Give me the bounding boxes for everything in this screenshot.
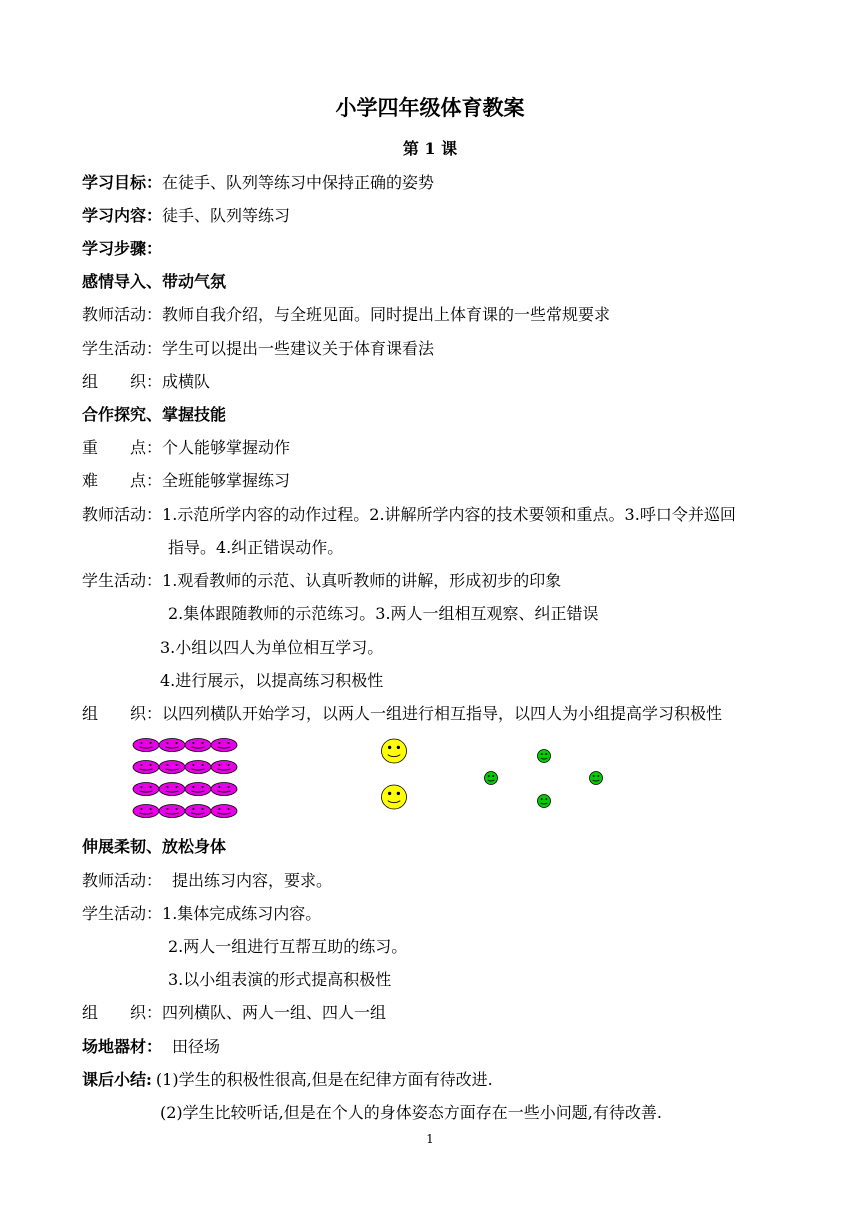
section2-student-line2: 2.集体跟随教师的示范练习。3.两人一组相互观察、纠正错误 [168, 604, 599, 623]
student-smiley-icon [133, 783, 159, 796]
student-smiley-icon [185, 805, 211, 818]
student-smiley-icon [211, 805, 237, 818]
difficulty-label: 难 点： [82, 471, 163, 490]
student-smiley-icon [211, 761, 237, 774]
summary-line1 [82, 1069, 493, 1091]
section2-teacher-text1: 1.示范所学内容的动作过程。2.讲解所学内容的技术要领和重点。3.呼口令并巡回 [162, 505, 736, 524]
student-smiley-icon [159, 805, 185, 818]
section3-teacher-label: 教师活动： [82, 871, 163, 890]
four-column-formation-diagram [132, 737, 242, 821]
equipment-label: 场地器材： [82, 1037, 163, 1056]
section1-heading: 感情导入、带动气氛 [82, 272, 227, 291]
content-text: 徒手、队列等练习 [162, 206, 291, 225]
student-smiley-icon [485, 772, 498, 785]
student-smiley-icon [538, 750, 551, 763]
section2-difficulty [82, 470, 290, 492]
objective-label: 学习目标： [82, 173, 163, 192]
section3-student-line1 [82, 903, 321, 925]
student-smiley-icon [538, 795, 551, 808]
section3-student-text1: 1.集体完成练习内容。 [162, 904, 322, 923]
section3-org-text: 四列横队、两人一组、四人一组 [162, 1003, 387, 1022]
student-smiley-icon [590, 772, 603, 785]
pair-group-diagram [379, 738, 409, 810]
section3-organization [82, 1002, 386, 1024]
content-label: 学习内容： [82, 206, 163, 225]
section1-organization [82, 371, 210, 393]
section2-heading: 合作探究、掌握技能 [82, 405, 227, 424]
student-smiley-icon [159, 761, 185, 774]
student-smiley-icon [159, 739, 185, 752]
student-smiley-icon [185, 783, 211, 796]
summary-line2: (2)学生比较听话,但是在个人的身体姿态方面存在一些小问题,有待改善. [160, 1103, 662, 1122]
student-smiley-icon [382, 739, 407, 763]
student-smiley-icon [185, 761, 211, 774]
objective-text: 在徒手、队列等练习中保持正确的姿势 [162, 173, 435, 192]
section2-student-line1 [82, 570, 561, 592]
section2-teacher-line1 [82, 504, 736, 526]
key-point-text: 个人能够掌握动作 [162, 438, 291, 457]
student-smiley-icon [133, 805, 159, 818]
student-smiley-icon [382, 785, 407, 809]
section2-teacher-line2: 指导。4.纠正错误动作。 [168, 538, 344, 557]
section3-student-label: 学生活动： [82, 904, 163, 923]
section2-student-text1: 1.观看教师的示范、认真听教师的讲解，形成初步的印象 [162, 571, 562, 590]
student-smiley-icon [185, 739, 211, 752]
difficulty-text: 全班能够掌握练习 [162, 471, 291, 490]
section2-organization [82, 703, 722, 725]
section3-org-label: 组 织： [82, 1003, 163, 1022]
group-of-four-diagram [482, 748, 607, 808]
lesson-number: 第 1 课 [402, 139, 458, 158]
section3-teacher-text: 提出练习内容，要求。 [172, 871, 333, 890]
section2-key-point [82, 437, 290, 459]
section1-org-label: 组 织： [82, 372, 163, 391]
equipment-text: 田径场 [172, 1037, 221, 1056]
content-line [82, 205, 290, 227]
key-point-label: 重 点： [82, 438, 163, 457]
student-smiley-icon [211, 783, 237, 796]
section3-heading: 伸展柔韧、放松身体 [82, 837, 227, 856]
student-smiley-icon [211, 739, 237, 752]
page-number: 1 [426, 1132, 434, 1146]
student-smiley-icon [133, 739, 159, 752]
section2-teacher-label: 教师活动： [82, 505, 163, 524]
section2-student-line4: 4.进行展示，以提高练习积极性 [160, 671, 384, 690]
equipment-line [82, 1036, 220, 1058]
document-title: 小学四年级体育教案 [335, 95, 525, 120]
student-smiley-icon [133, 761, 159, 774]
section3-teacher [82, 870, 332, 892]
summary-label: 课后小结: [82, 1070, 152, 1089]
section2-org-label: 组 织： [82, 704, 163, 723]
section1-teacher: 教师活动：教师自我介绍，与全班见面。同时提出上体育课的一些常规要求 [82, 305, 611, 324]
section2-student-label: 学生活动： [82, 571, 163, 590]
section2-student-line3: 3.小组以四人为单位相互学习。 [160, 638, 384, 657]
steps-label: 学习步骤： [82, 239, 163, 258]
objective-line [82, 172, 434, 194]
section3-student-line3: 3.以小组表演的形式提高积极性 [168, 970, 392, 989]
summary-text1: (1)学生的积极性很高,但是在纪律方面有待改进. [155, 1070, 493, 1089]
section3-student-line2: 2.两人一组进行互帮互助的练习。 [168, 937, 408, 956]
section1-student: 学生活动：学生可以提出一些建议关于体育课看法 [82, 339, 435, 358]
student-smiley-icon [159, 783, 185, 796]
section1-org-text: 成横队 [162, 372, 211, 391]
section2-org-text: 以四列横队开始学习，以两人一组进行相互指导，以四人为小组提高学习积极性 [162, 704, 723, 723]
